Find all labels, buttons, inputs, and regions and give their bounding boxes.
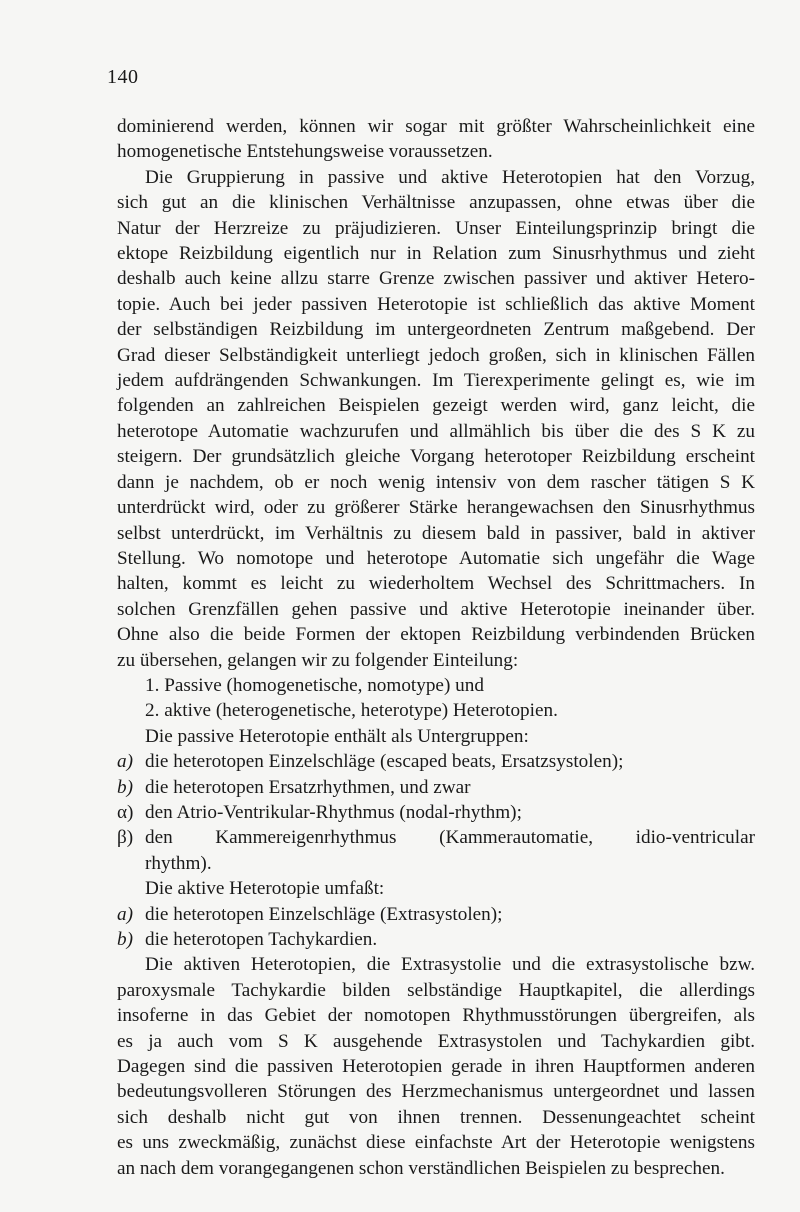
text-line: ektope Reizbildung eigentlich nur in Relation zum Sinusrhythmus und zieht: [117, 243, 755, 265]
list-marker: a): [117, 903, 133, 925]
text-line: zu übersehen, gelangen wir zu folgender Einteilung:: [117, 649, 519, 671]
list-item-text: die heterotopen Tachykardien.: [145, 929, 378, 950]
text-line: Stellung. Wo nomotope und heterotope Automatie sich ungefähr die Wage: [117, 547, 755, 569]
text-line: homogenetische Entstehungsweise voraussetzen.: [117, 141, 493, 163]
text-line: dann je nachdem, ob er noch wenig intensiv von dem rascher tätigen S K: [117, 471, 755, 493]
text-line: an nach dem vorangegangenen schon verständlichen Beispielen zu besprechen.: [117, 1157, 725, 1179]
list-item: [117, 927, 755, 952]
text-line: steigern. Der grundsätzlich gleiche Vorgang heterotoper Reizbildung erscheint: [117, 446, 755, 468]
classification-item: 1. Passive (homogenetische, nomotype) und: [145, 674, 484, 696]
paragraph-continuation: [117, 114, 755, 165]
text-line: Grad dieser Selbständigkeit unterliegt jedoch großen, sich in klinischen Fällen: [117, 344, 755, 366]
text-line: heterotope Automatie wachzurufen und allmählich bis über die des S K zu: [117, 420, 755, 442]
text-line: jedem aufdrängenden Schwankungen. Im Tierexperimente gelingt es, wie im: [117, 370, 755, 392]
list-marker: b): [117, 929, 133, 950]
list-item-continuation: rhythm).: [145, 852, 212, 874]
text-line: deshalb auch keine allzu starre Grenze zwischen passiver und aktiver Hetero-: [117, 268, 755, 290]
list-item-text: den Atrio-Ventrikular-Rhythmus (nodal-rhythm);: [145, 801, 522, 823]
subgroup-intro: Die aktive Heterotopie umfaßt:: [145, 878, 385, 900]
list-item-text: den Kammereigenrhythmus (Kammerautomatie, idio-ventricular: [145, 827, 755, 849]
text-line: solchen Grenzfällen gehen passive und aktive Heterotopie ineinander über.: [117, 598, 755, 620]
text-line: selbst unterdrückt, im Verhältnis zu diesem bald in passiver, bald in aktiver: [117, 522, 755, 544]
text-line: bedeutungsvolleren Störungen des Herzmechanismus untergeordnet und lassen: [117, 1081, 755, 1103]
text-line: paroxysmale Tachykardie bilden selbständige Hauptkapitel, die allerdings: [117, 979, 755, 1001]
body-text: [117, 114, 755, 1181]
list-item-text: die heterotopen Einzelschläge (Extrasystolen);: [145, 903, 503, 925]
text-line: sich deshalb nicht gut von ihnen trennen. Dessenungeachtet scheint: [117, 1106, 755, 1128]
text-line: folgenden an zahlreichen Beispielen gezeigt werden wird, ganz leicht, die: [117, 395, 755, 417]
text-line: dominierend werden, können wir sogar mit größter Wahrscheinlichkeit eine: [117, 116, 755, 137]
text-line: Die Gruppierung in passive und aktive Heterotopien hat den Vorzug,: [145, 166, 755, 188]
text-line: halten, kommt es leicht zu wiederholtem Wechsel des Schrittmachers. In: [117, 573, 755, 595]
list-item: [117, 800, 755, 825]
list-item: [117, 775, 755, 800]
list-item-text: die heterotopen Einzelschläge (escaped beats, Ersatzsystolen);: [145, 751, 624, 773]
list-item: [117, 749, 755, 774]
list-item: [117, 902, 755, 927]
text-line: insoferne in das Gebiet der nomotopen Rhythmusstörungen übergreifen, als: [117, 1005, 755, 1027]
text-line: Dagegen sind die passiven Heterotopien gerade in ihren Hauptformen anderen: [117, 1056, 755, 1078]
passive-subgroups: [117, 724, 755, 876]
list-marker: β): [117, 827, 134, 849]
text-line: topie. Auch bei jeder passiven Heterotopie ist schließlich das aktive Moment: [117, 293, 755, 315]
subgroup-intro: Die passive Heterotopie enthält als Untergruppen:: [145, 725, 529, 747]
paragraph-grouping: [117, 165, 755, 673]
text-line: Die aktiven Heterotopien, die Extrasystolie und die extrasystolische bzw.: [145, 954, 755, 976]
text-line: Ohne also die beide Formen der ektopen Reizbildung verbindenden Brücken: [117, 624, 755, 646]
text-line: es uns zweckmäßig, zunächst diese einfachste Art der Heterotopie wenigstens: [117, 1132, 755, 1154]
text-line: es ja auch vom S K ausgehende Extrasystolen und Tachykardien gibt.: [117, 1030, 755, 1052]
text-line: sich gut an die klinischen Verhältnisse anzupassen, ohne etwas über die: [117, 192, 755, 214]
text-line: unterdrückt wird, oder zu größerer Stärke herangewachsen den Sinusrhythmus: [117, 497, 755, 519]
list-item-text: die heterotopen Ersatzrhythmen, und zwar: [145, 776, 471, 798]
paragraph-closing: [117, 952, 755, 1181]
active-subgroups: [117, 876, 755, 952]
page-number: 140: [107, 66, 139, 88]
text-line: der selbständigen Reizbildung im untergeordneten Zentrum maßgebend. Der: [117, 319, 755, 341]
list-marker: α): [117, 801, 134, 823]
text-line: Natur der Herzreize zu präjudizieren. Unser Einteilungsprinzip bringt die: [117, 217, 755, 239]
list-item: [117, 825, 755, 850]
classification-list: [117, 673, 755, 724]
list-marker: a): [117, 751, 133, 773]
list-marker: b): [117, 776, 133, 798]
classification-item: 2. aktive (heterogenetische, heterotype) Heterotopien.: [145, 700, 558, 722]
